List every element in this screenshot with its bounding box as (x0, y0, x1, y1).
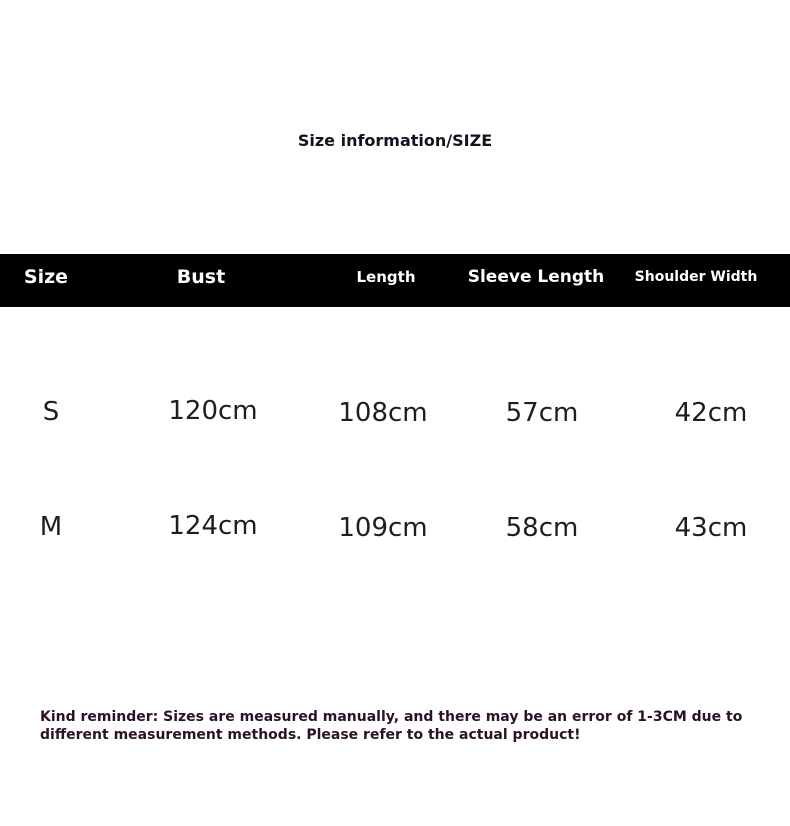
cell-sleeve-length: 58cm (505, 513, 579, 543)
cell-shoulder-width: 42cm (674, 398, 748, 428)
table-row (0, 392, 790, 432)
header-bust: Bust (176, 266, 226, 288)
cell-bust: 124cm (168, 511, 258, 541)
cell-bust: 120cm (168, 396, 258, 426)
cell-shoulder-width: 43cm (674, 513, 748, 543)
cell-length: 108cm (338, 398, 428, 428)
cell-size: M (39, 512, 63, 542)
page-title: Size information/SIZE (297, 131, 493, 150)
cell-length: 109cm (338, 513, 428, 543)
kind-reminder-note: Kind reminder: Sizes are measured manually, and there may be an error of 1-3CM due to different measurement methods. Please refer to the actual product! (40, 709, 743, 743)
header-shoulder-width: Shoulder Width (634, 269, 758, 285)
table-row (0, 507, 790, 547)
cell-size: S (42, 397, 60, 427)
header-sleeve-length: Sleeve Length (467, 267, 605, 287)
size-table-header (0, 254, 790, 307)
cell-sleeve-length: 57cm (505, 398, 579, 428)
header-size: Size (23, 266, 69, 288)
header-length: Length (356, 268, 416, 286)
